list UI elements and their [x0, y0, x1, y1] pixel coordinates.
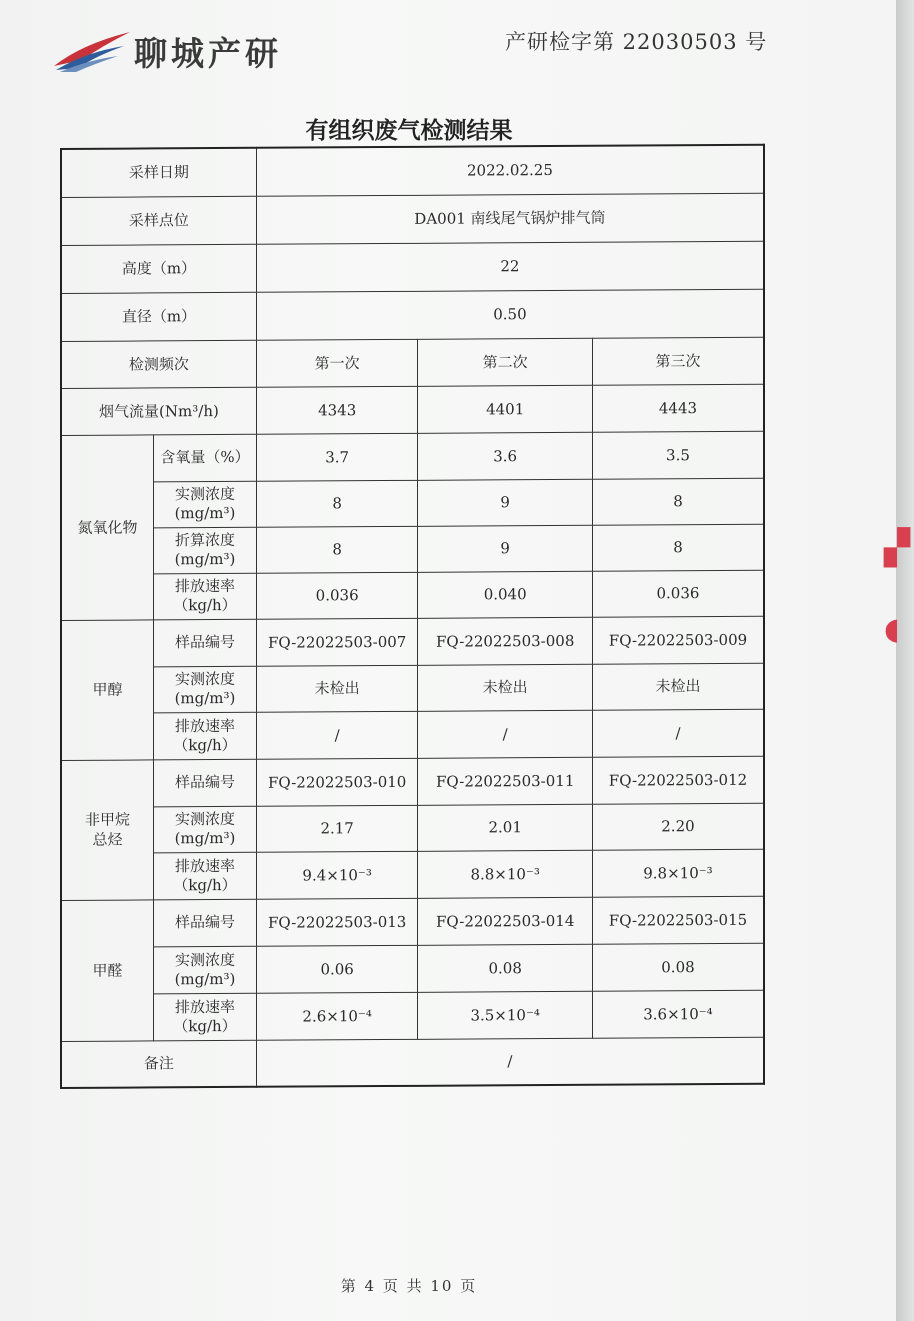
- row-label: 排放速率 （kg/h）: [154, 993, 257, 1041]
- cell-value: 2.20: [592, 803, 764, 850]
- row-label: 含氧量（%）: [154, 434, 257, 482]
- cell-value: 0.08: [592, 943, 764, 991]
- group-name: 氮氧化物: [61, 434, 154, 620]
- row-label: 实测浓度 (mg/m³): [154, 806, 257, 853]
- table-row: [61, 943, 764, 994]
- cell-value: /: [592, 709, 764, 757]
- table-row: [61, 709, 764, 760]
- cell-value: 0.036: [592, 570, 764, 617]
- page-edge-shadow: [896, 0, 914, 1321]
- cell-value: 2.6×10⁻⁴: [256, 992, 418, 1040]
- cell-value: 8: [256, 526, 418, 573]
- cell-value: FQ-22022503-014: [418, 897, 593, 945]
- table-row: [61, 616, 764, 667]
- company-logo: [52, 26, 312, 74]
- row-label: 折算浓度 (mg/m³): [154, 527, 257, 574]
- cell-value: /: [256, 711, 418, 759]
- row-label: 样品编号: [154, 619, 257, 667]
- remarks-label: 备注: [61, 1040, 256, 1088]
- page-footer: 第 4 页 共 10 页: [340, 1277, 478, 1295]
- table-row: [61, 241, 764, 293]
- group-name: 非甲烷 总烃: [61, 759, 154, 900]
- diameter-value: 0.50: [256, 289, 764, 340]
- cell-value: FQ-22022503-008: [418, 617, 593, 665]
- table-row: [61, 849, 764, 900]
- logo-swoosh-icon: [52, 26, 132, 74]
- cell-value: 未检出: [592, 663, 764, 710]
- cell-value: 3.7: [256, 433, 418, 481]
- frequency-1: 第一次: [256, 339, 418, 387]
- table-row: [61, 145, 764, 197]
- cell-value: 0.036: [256, 572, 418, 619]
- flow-value-2: 4401: [418, 385, 593, 433]
- cell-value: FQ-22022503-015: [592, 896, 764, 944]
- cell-value: FQ-22022503-010: [256, 758, 418, 806]
- row-label: 样品编号: [154, 759, 257, 807]
- group-name: 甲醇: [61, 619, 154, 760]
- row-label: 实测浓度 (mg/m³): [154, 481, 257, 528]
- remarks-value: /: [256, 1037, 764, 1087]
- flow-label: 烟气流量(Nm³/h): [61, 387, 256, 435]
- cell-value: /: [418, 710, 593, 758]
- frequency-2: 第二次: [418, 338, 593, 386]
- height-value: 22: [256, 241, 764, 292]
- cell-value: 8.8×10⁻³: [418, 850, 593, 898]
- table-row: [61, 1037, 764, 1088]
- page-title: 有组织废气检测结果: [305, 118, 513, 144]
- table-row: [61, 570, 764, 620]
- sampling-point-value: DA001 南线尾气锅炉排气筒: [256, 193, 764, 244]
- height-label: 高度（m）: [61, 244, 256, 293]
- row-label: 样品编号: [154, 899, 257, 947]
- flow-value-1: 4343: [256, 386, 418, 434]
- row-label: 排放速率 （kg/h）: [154, 573, 257, 620]
- table-row: [61, 193, 764, 245]
- seal-fragment-icon: ◖: [884, 612, 900, 647]
- cell-value: 2.17: [256, 805, 418, 852]
- table-row: [61, 337, 764, 388]
- cell-value: 9: [418, 525, 593, 572]
- table-row: [61, 990, 764, 1041]
- frequency-label: 检测频次: [61, 340, 256, 388]
- seal-fragment-icon: ▞: [884, 528, 911, 568]
- cell-value: 3.5: [592, 431, 764, 479]
- cell-value: 3.5×10⁻⁴: [418, 991, 593, 1039]
- cell-value: 2.01: [418, 804, 593, 851]
- cell-value: 3.6: [418, 432, 593, 480]
- sampling-point-label: 采样点位: [61, 196, 256, 245]
- table-row: [61, 803, 764, 853]
- table-row: [61, 756, 764, 807]
- cell-value: 0.040: [418, 571, 593, 618]
- row-label: 排放速率 （kg/h）: [154, 852, 257, 900]
- table-row: [61, 663, 764, 713]
- table-row: [61, 384, 764, 435]
- sampling-date-label: 采样日期: [61, 148, 256, 197]
- cell-value: 9.4×10⁻³: [256, 851, 418, 899]
- cell-value: 8: [592, 478, 764, 525]
- row-label: 实测浓度 (mg/m³): [154, 666, 257, 713]
- cell-value: FQ-22022503-013: [256, 898, 418, 946]
- table-row: [61, 896, 764, 947]
- flow-value-3: 4443: [592, 384, 764, 432]
- table-row: [61, 524, 764, 574]
- cell-value: FQ-22022503-007: [256, 618, 418, 666]
- cell-value: 8: [256, 480, 418, 527]
- table-row: [61, 431, 764, 482]
- cell-value: FQ-22022503-009: [592, 616, 764, 664]
- cell-value: 0.06: [256, 945, 418, 993]
- diameter-label: 直径（m）: [61, 292, 256, 341]
- row-label: 排放速率 （kg/h）: [154, 712, 257, 760]
- table-row: [61, 289, 764, 341]
- group-name: 甲醛: [61, 899, 154, 1041]
- sampling-date-value: 2022.02.25: [256, 145, 764, 196]
- row-label: 实测浓度 (mg/m³): [154, 946, 257, 994]
- report-number: 产研检字第 22030503 号: [505, 30, 768, 54]
- cell-value: 8: [592, 524, 764, 571]
- cell-value: 未检出: [256, 665, 418, 712]
- cell-value: 3.6×10⁻⁴: [592, 990, 764, 1038]
- company-name: 聊城产研: [134, 34, 282, 73]
- cell-value: 9.8×10⁻³: [592, 849, 764, 897]
- results-table: [60, 144, 765, 1089]
- cell-value: FQ-22022503-011: [418, 757, 593, 805]
- frequency-3: 第三次: [592, 337, 764, 385]
- table-row: [61, 478, 764, 528]
- cell-value: 0.08: [418, 944, 593, 992]
- cell-value: 9: [418, 479, 593, 526]
- cell-value: 未检出: [418, 664, 593, 711]
- cell-value: FQ-22022503-012: [592, 756, 764, 804]
